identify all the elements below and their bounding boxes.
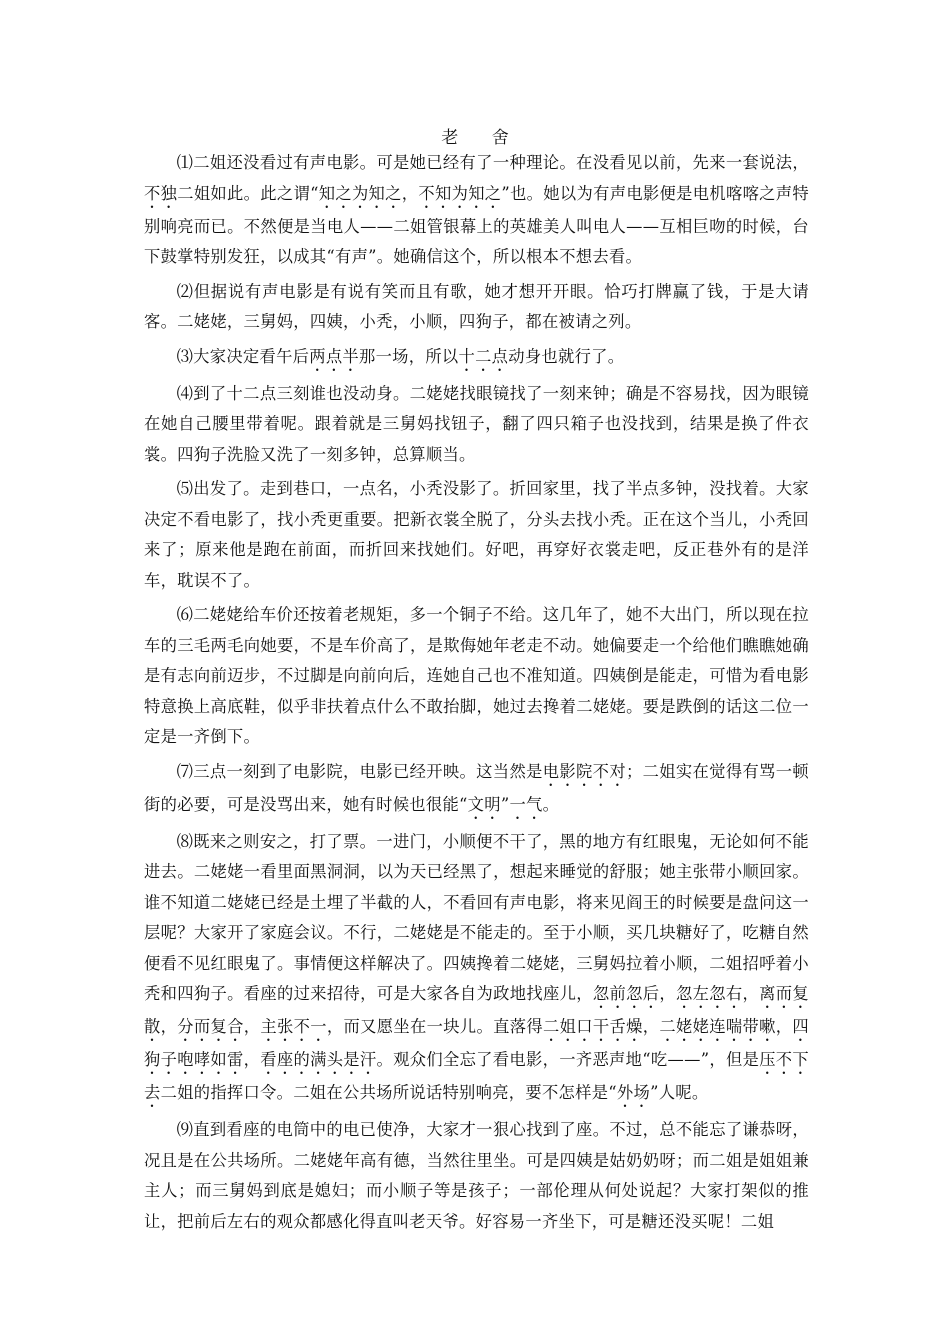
text-segment: 。: [542, 794, 560, 814]
text-segment: 二姐如此。此之谓“: [177, 183, 319, 203]
emphasized-text: 文明: [467, 794, 501, 814]
text-segment: 。观众们全忘了看电影，一齐恶声地“吃——”，但是: [376, 1050, 760, 1069]
text-segment: ⑶大家决定看午后: [176, 346, 310, 366]
text-segment: ”: [500, 794, 510, 814]
emphasized-text: 不独: [144, 183, 178, 203]
emphasized-text: 二姐口干舌燥，二姥姥连喘带嗽，四狗子咆哮如雷，看座的满头是汗: [144, 1017, 809, 1069]
text-segment: 而又愿坐在一块儿。直落得: [343, 1017, 544, 1036]
text-segment: 二姐的指挥口令。二姐在公共场所说话特别响亮，要不怎样是“: [160, 1083, 617, 1102]
text-segment: ⑷到了十二点三刻谁也没动身。二姥姥找眼镜找了一刻来钟；确是不容易找，因为眼镜在她自己腰里带着呢。跟着就是三舅妈找钮子，翻了四只箱子也没找到，结果是换了件衣裳。四狗子洗脸又洗了一刻多钟，总算顺当。: [144, 383, 809, 464]
emphasized-text: 十二点: [458, 346, 509, 366]
text-segment: ”也。她以为有声电影便是电机喀喀之声特别响亮而已。不然便是当电人——二姐管银幕上的英雄美人叫电人——互相巨吻的时候，台下鼓掌特别发狂，以成其“有声”。她确信这个，所以根本不想去看。: [144, 183, 809, 266]
emphasized-text: 一气: [509, 794, 543, 814]
paragraph-4: [144, 379, 809, 471]
paragraph-5: [144, 474, 809, 596]
text-segment: ⑴二姐还没看过有声电影。可是她已经有了一种理论。在没看见以前，先来一套说法，: [176, 153, 809, 172]
text-segment: ⑹二姥姥给车价还按着老规矩，多一个铜子不给。这几年了，她不大出门，所以现在拉车的三毛两毛向她要，不是车价高了，是欺侮她年老走不动。她偏要走一个给他们瞧瞧她确是有志向前迈步，不过脚是向前向后，连她自己也不准知道。四姨倒是能走，可惜为看电影特意换上高底鞋，似乎非扶着点什么不敢抬脚，她过去搀着二姥姥。要是跌倒的话这二位一定是一齐倒下。: [144, 605, 809, 746]
article-body: [144, 148, 809, 1241]
emphasized-text: 压不下去: [144, 1050, 809, 1102]
paragraph-1: [144, 148, 809, 273]
text-segment: 那一场，所以: [359, 346, 459, 366]
emphasized-text: 知之为知之，不知为知之: [318, 183, 502, 203]
text-segment: ⑻既来之则安之，打了票。一进门，小顺便不干了，黑的地方有红眼鬼，无论如何不能进去。二姥姥一看里面黑洞洞，以为天已经黑了，想起来睡觉的舒服；她主张带小顺回家。谁不知道二姥姥已经是土埋了半截的人，不看回有声电影，将来见阎王的时候要是盘问这一层呢？大家开了家庭会议。不行，二姥姥是不能走的。至于小顺，买几块糖好了，吃糖自然便看不见红眼鬼了。事情便这样解决了。四姨搀着二姥姥，三舅妈拉着小顺，二姐招呼着小秃和四狗子。看座的过来招待，可是大家各自为政地找座儿，: [144, 831, 809, 1003]
emphasized-text: 两点半: [309, 346, 359, 366]
paragraph-8: [144, 827, 809, 1112]
text-segment: ⑸出发了。走到巷口，一点名，小秃没影了。折回家里，找了半点多钟，没找着。大家决定不看电影了，找小秃更重要。把新衣裳全脱了，分头去找小秃。正在这个当儿，小秃回来了；原来他是跑在前面，而折回来找她们。好吧，再穿好衣裳走吧，反正巷外有的是洋车，耽误不了。: [144, 479, 809, 590]
text-segment: 动身也就行了。: [508, 346, 625, 366]
paragraph-2: [144, 277, 809, 338]
emphasized-text: 忽前忽后，忽左忽右，离而复散，分而复合，主张不一，: [144, 984, 809, 1036]
author-title: 老 舍: [441, 128, 523, 148]
emphasized-text: 电影院不对: [542, 761, 626, 781]
paragraph-6: [144, 600, 809, 753]
text-segment: ⑵但据说有声电影是有说有笑而且有歌，她才想开开眼。恰巧打牌赢了钱，于是大请客。二姥姥，三舅妈，四姨，小秃，小顺，四狗子，都在被请之列。: [144, 281, 809, 331]
paragraph-7: [144, 757, 809, 823]
text-segment: ；二姐实在觉得有骂一顿街的必要，可是没骂出来，她有时候也很能“: [144, 761, 809, 814]
text-segment: ⑼直到看座的电筒中的电已使净，大家才一狠心找到了座。不过，总不能忘了谦恭呀，况且是在公共场所。二姥姥年高有德，当然往里坐。可是四姨是姑奶奶呀；而二姐是姐姐兼主人；而三舅妈到底是媳妇；而小顺子等是孩子；一部伦理从何处说起？大家打架似的推让，把前后左右的观众都感化得直叫老天爷。好容易一齐坐下，可是糖还没买呢！二姐: [144, 1120, 809, 1231]
text-segment: ”人呢。: [650, 1083, 709, 1102]
emphasized-text: 外场: [616, 1083, 651, 1102]
text-segment: ⑺三点一刻到了电影院，电影已经开映。这当然是: [176, 761, 543, 781]
paragraph-3: [144, 342, 809, 375]
paragraph-9: [144, 1115, 809, 1237]
